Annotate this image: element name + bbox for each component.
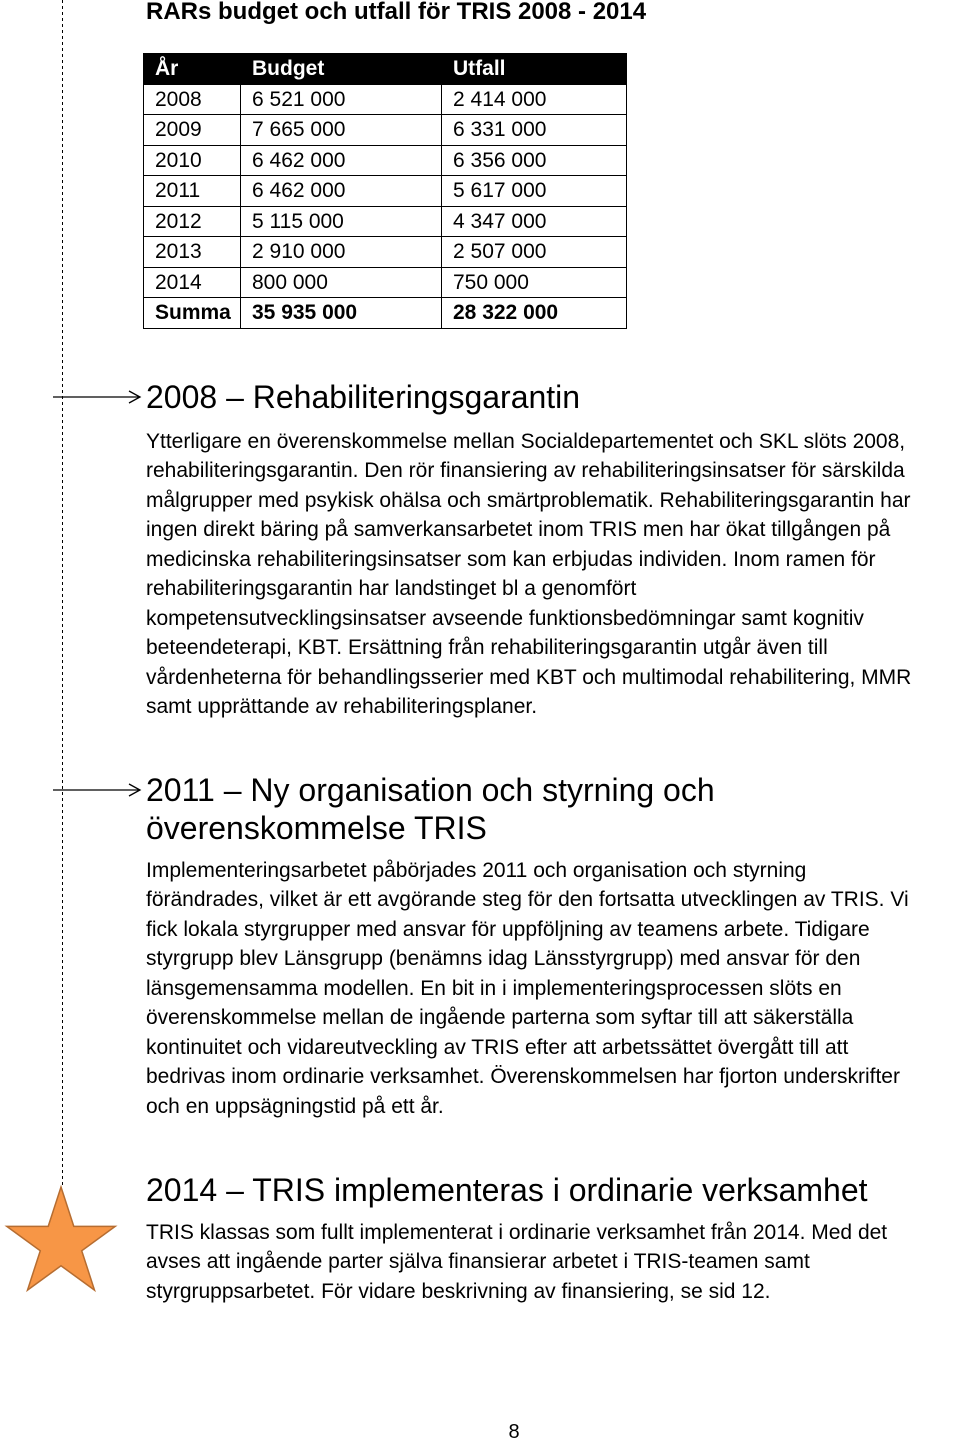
table-row bbox=[144, 85, 627, 116]
table-cell-budget: 800 000 bbox=[241, 268, 442, 299]
table-total-label: Summa bbox=[144, 298, 241, 329]
paragraph-line: TRIS klassas som fullt implementerat i ordinarie verksamhet från 2014. Med det bbox=[146, 1220, 888, 1244]
paragraph-line: Implementeringsarbetet påbörjades 2011 och organisation och styrning bbox=[146, 858, 807, 882]
section-heading-2011: 2011 – Ny organisation och styrning och överenskommelse TRIS bbox=[146, 771, 715, 846]
table-cell-budget: 7 665 000 bbox=[241, 115, 442, 146]
paragraph-line: Ytterligare en överenskommelse mellan Socialdepartementet och SKL slöts 2008, bbox=[146, 429, 906, 453]
table-total-row bbox=[144, 298, 627, 329]
section-heading-2014: 2014 – TRIS implementeras i ordinarie verksamhet bbox=[146, 1171, 868, 1208]
paragraph-line: vårdenheterna för behandlingsserier med KBT och multimodal rehabilitering, MMR bbox=[146, 665, 912, 689]
table-cell-budget: 5 115 000 bbox=[241, 207, 442, 238]
table-header-budget: Budget bbox=[241, 54, 442, 85]
table-row bbox=[144, 237, 627, 268]
page-number: 8 bbox=[508, 1421, 520, 1443]
document-title: RARs budget och utfall för TRIS 2008 - 2014 bbox=[146, 0, 647, 25]
budget-table bbox=[143, 53, 627, 329]
table-cell-outcome: 6 331 000 bbox=[442, 115, 627, 146]
table-row bbox=[144, 268, 627, 299]
table-row bbox=[144, 207, 627, 238]
table-header-year: År bbox=[144, 54, 241, 85]
section-heading-2008: 2008 – Rehabiliteringsgarantin bbox=[146, 379, 581, 415]
paragraph-line: medicinska rehabiliteringsinsatser som kan erbjudas individen. Inom ramen för bbox=[146, 547, 876, 571]
paragraph-line: fick lokala styrgrupper med ansvar för uppföljning av teamens arbete. Tidigare bbox=[146, 917, 870, 941]
table-cell-outcome: 6 356 000 bbox=[442, 146, 627, 177]
paragraph-line: styrgrupp blev Länsgrupp (benämns idag Länsstyrgrupp) med ansvar för den bbox=[146, 947, 861, 970]
table-cell-budget: 6 462 000 bbox=[241, 176, 442, 207]
table-cell-year: 2011 bbox=[144, 176, 241, 207]
table-cell-budget: 2 910 000 bbox=[241, 237, 442, 268]
paragraph-line: kontinuitet och vidareutveckling av TRIS efter att arbetssättet övergått till att bbox=[146, 1035, 849, 1059]
paragraph-line: målgrupper med psykisk ohälsa och smärtproblematik. Rehabiliteringsgarantin har bbox=[146, 488, 911, 512]
arrow-right-icon bbox=[50, 387, 144, 407]
paragraph-line: länsgemensamma modellen. En bit in i implementeringsprocessen slöts en bbox=[146, 976, 842, 1000]
paragraph-line: ingen direkt bäring på samverkansarbetet inom TRIS men har ökat tillgången på bbox=[146, 518, 891, 541]
table-cell-outcome: 5 617 000 bbox=[442, 176, 627, 207]
table-row bbox=[144, 146, 627, 177]
paragraph-line: kompetensutvecklingsinsatser avseende funktionsbedömningar samt kognitiv bbox=[146, 606, 864, 630]
arrow-right-icon bbox=[50, 780, 144, 800]
paragraph-line: rehabiliteringsgarantin har landstinget bl a genomfört bbox=[146, 577, 637, 600]
table-header-row bbox=[144, 54, 627, 85]
timeline-dashed-line bbox=[62, 0, 63, 1188]
table-cell-year: 2012 bbox=[144, 207, 241, 238]
paragraph-line: bedrivas inom ordinarie verksamhet. Överenskommelsen har fjorton underskrifter bbox=[146, 1065, 900, 1088]
table-cell-budget: 6 462 000 bbox=[241, 146, 442, 177]
table-cell-year: 2014 bbox=[144, 268, 241, 299]
paragraph-line: beteendeterapi, KBT. Ersättning från rehabiliteringsgarantin utgår även till bbox=[146, 636, 828, 659]
paragraph-line: samt upprättande av rehabiliteringsplaner. bbox=[146, 695, 538, 718]
table-row bbox=[144, 115, 627, 146]
star-icon bbox=[0, 1180, 124, 1300]
table-cell-outcome: 4 347 000 bbox=[442, 207, 627, 238]
section-body-2014 bbox=[146, 1218, 887, 1307]
table-cell-outcome: 2 507 000 bbox=[442, 237, 627, 268]
table-cell-year: 2009 bbox=[144, 115, 241, 146]
table-cell-year: 2010 bbox=[144, 146, 241, 177]
table-cell-year: 2008 bbox=[144, 85, 241, 116]
table-total-budget: 35 935 000 bbox=[241, 298, 442, 329]
table-cell-outcome: 750 000 bbox=[442, 268, 627, 299]
table-header-outcome: Utfall bbox=[442, 54, 627, 85]
paragraph-line: styrgruppsarbetet. För vidare beskrivning av finansiering, se sid 12. bbox=[146, 1279, 771, 1303]
table-total-outcome: 28 322 000 bbox=[442, 298, 627, 329]
section-body-2008 bbox=[146, 427, 911, 722]
paragraph-line: förändrades, vilket är ett avgörande steg för den fortsatta utvecklingen av TRIS. Vi bbox=[146, 888, 909, 911]
section-body-2011 bbox=[146, 856, 909, 1122]
paragraph-line: rehabiliteringsgarantin. Den rör finansiering av rehabiliteringsinsatser för särskilda bbox=[146, 459, 905, 482]
paragraph-line: överenskommelse mellan de ingående parterna som syftar till att säkerställa bbox=[146, 1006, 854, 1029]
paragraph-line: och en uppsägningstid på ett år. bbox=[146, 1094, 444, 1118]
paragraph-line: avses att ingående parter själva finansierar arbetet i TRIS-teamen samt bbox=[146, 1250, 810, 1273]
table-row bbox=[144, 176, 627, 207]
table-cell-year: 2013 bbox=[144, 237, 241, 268]
table-cell-outcome: 2 414 000 bbox=[442, 85, 627, 116]
table-cell-budget: 6 521 000 bbox=[241, 85, 442, 116]
